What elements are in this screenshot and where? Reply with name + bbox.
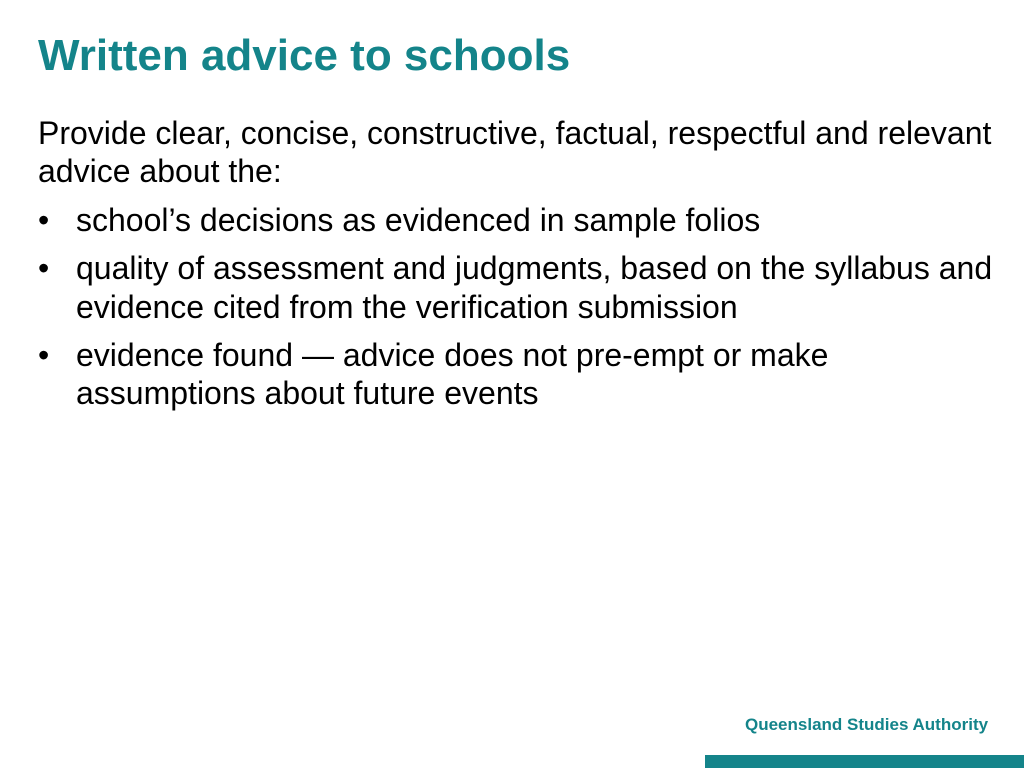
intro-text: Provide clear, concise, constructive, factual, respectful and relevant advice about the: [38, 115, 992, 190]
organization-logo: Queensland Studies Authority [745, 715, 989, 734]
list-item [38, 249, 1008, 326]
list-item-text: school’s decisions as evidenced in sample folios [76, 201, 761, 238]
bullet-icon: • [38, 250, 50, 287]
bullet-list [38, 201, 1008, 413]
bullet-icon: • [38, 201, 50, 238]
footer-accent-bar [705, 755, 1024, 768]
bullet-icon: • [38, 336, 50, 373]
list-item [38, 201, 1008, 239]
list-item-text: quality of assessment and judgments, based on the syllabus and evidence cited from the verification submission [76, 250, 993, 325]
slide-title: Written advice to schools [38, 31, 571, 80]
list-item-text: evidence found — advice does not pre-empt or make assumptions about future events [76, 336, 829, 412]
slide-body [38, 114, 1008, 423]
list-item [38, 336, 1008, 413]
